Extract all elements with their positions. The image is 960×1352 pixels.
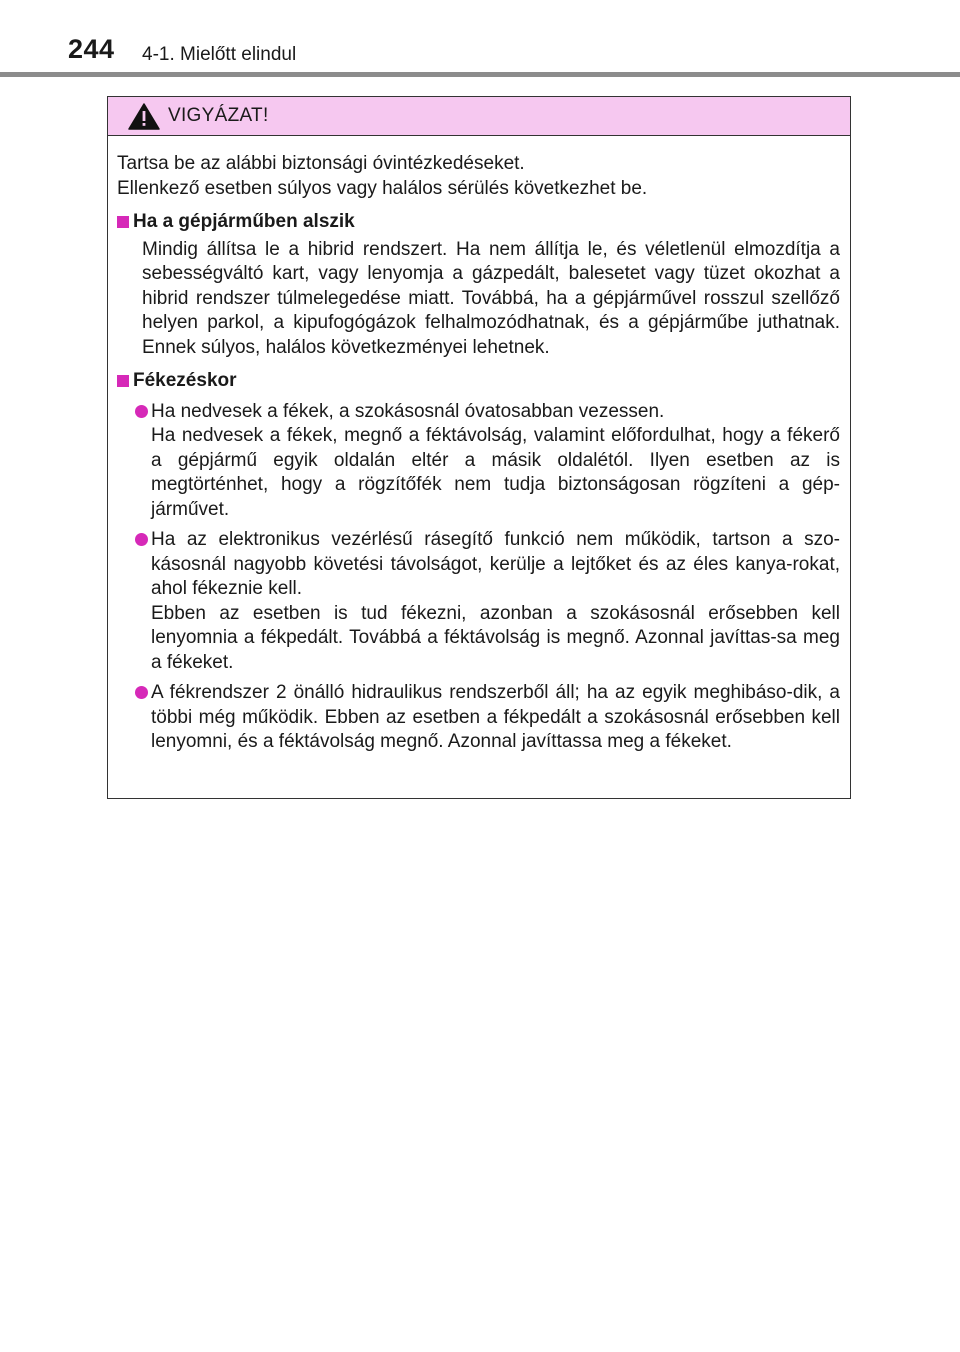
square-bullet-icon xyxy=(117,216,129,228)
warning-title: VIGYÁZAT! xyxy=(168,105,269,126)
section-heading-text: Fékezéskor xyxy=(133,370,237,391)
warning-triangle-icon xyxy=(128,103,160,130)
circle-bullet-icon xyxy=(135,405,148,418)
warning-body xyxy=(108,136,850,755)
bullet-item xyxy=(117,400,840,523)
bullet-text: Ha az elektronikus vezérlésű rásegítő funkció nem működik, tartson a szo-kásosnál nagyobb követési távolságot, kerülje a lejtőket és az éles kanya-rokat, ahol fékeznie kell. xyxy=(151,529,840,599)
section-heading xyxy=(117,210,840,235)
bullet-text: Ebben az esetben is tud fékezni, azonban a szokásosnál erősebben kell lenyomnia a fékpedált. Továbbá a féktávolság is megnő. Azonnal javíttas-sa meg a fékeket. xyxy=(151,602,840,673)
warning-header xyxy=(108,97,850,136)
section-heading xyxy=(117,369,840,394)
page-number: 244 xyxy=(68,34,115,64)
bullet-item xyxy=(117,528,840,675)
section-title: 4-1. Mielőtt elindul xyxy=(142,44,297,65)
bullet-item xyxy=(117,681,840,755)
bullet-text: Ha nedvesek a fékek, megnő a féktávolság, valamint előfordulhat, hogy a fékerő a gépjármű egyik oldalán eltér a másik oldalétól. Ilyen esetben az is megtörténhet, hogy a rögzítőfék nem tudja biztonságosan rögzíteni a gép-járművet. xyxy=(151,425,840,520)
circle-bullet-icon xyxy=(135,686,148,699)
section-heading-text: Ha a gépjárműben alszik xyxy=(133,211,355,232)
intro-line: Ellenkező esetben súlyos vagy halálos sérülés következhet be. xyxy=(117,177,648,199)
section-paragraph: Mindig állítsa le a hibrid rendszert. Ha nem állítja le, és véletlenül elmozdítja a sebességváltó kart, vagy lenyomja a gázpedált, balesetet vagy tüzet okozhat a hibrid rendszer túlmelegedése miatt. Továbbá, ha a gépjárművel rosszul szellőző helyen parkol, a kipufogógázok felhalmozódhatnak, és a gépjárműbe juthatnak. Ennek súlyos, halálos következményei lehetnek. xyxy=(142,238,840,358)
intro-line: Tartsa be az alábbi biztonsági óvintézkedéseket. xyxy=(117,153,525,174)
warning-box xyxy=(107,96,851,799)
header-divider xyxy=(0,72,960,77)
bullet-text: Ha nedvesek a fékek, a szokásosnál óvatosabban vezessen. xyxy=(151,400,665,422)
page-header xyxy=(0,0,960,78)
bullet-text: A fékrendszer 2 önálló hidraulikus rendszerből áll; ha az egyik meghibáso-dik, a többi még működik. Ebben az esetben a fékpedált a szokásosnál erősebben kell lenyomni, és a féktávolság megnő. Azonnal javíttassa meg a fékeket. xyxy=(151,682,840,752)
square-bullet-icon xyxy=(117,375,129,387)
circle-bullet-icon xyxy=(135,533,148,546)
